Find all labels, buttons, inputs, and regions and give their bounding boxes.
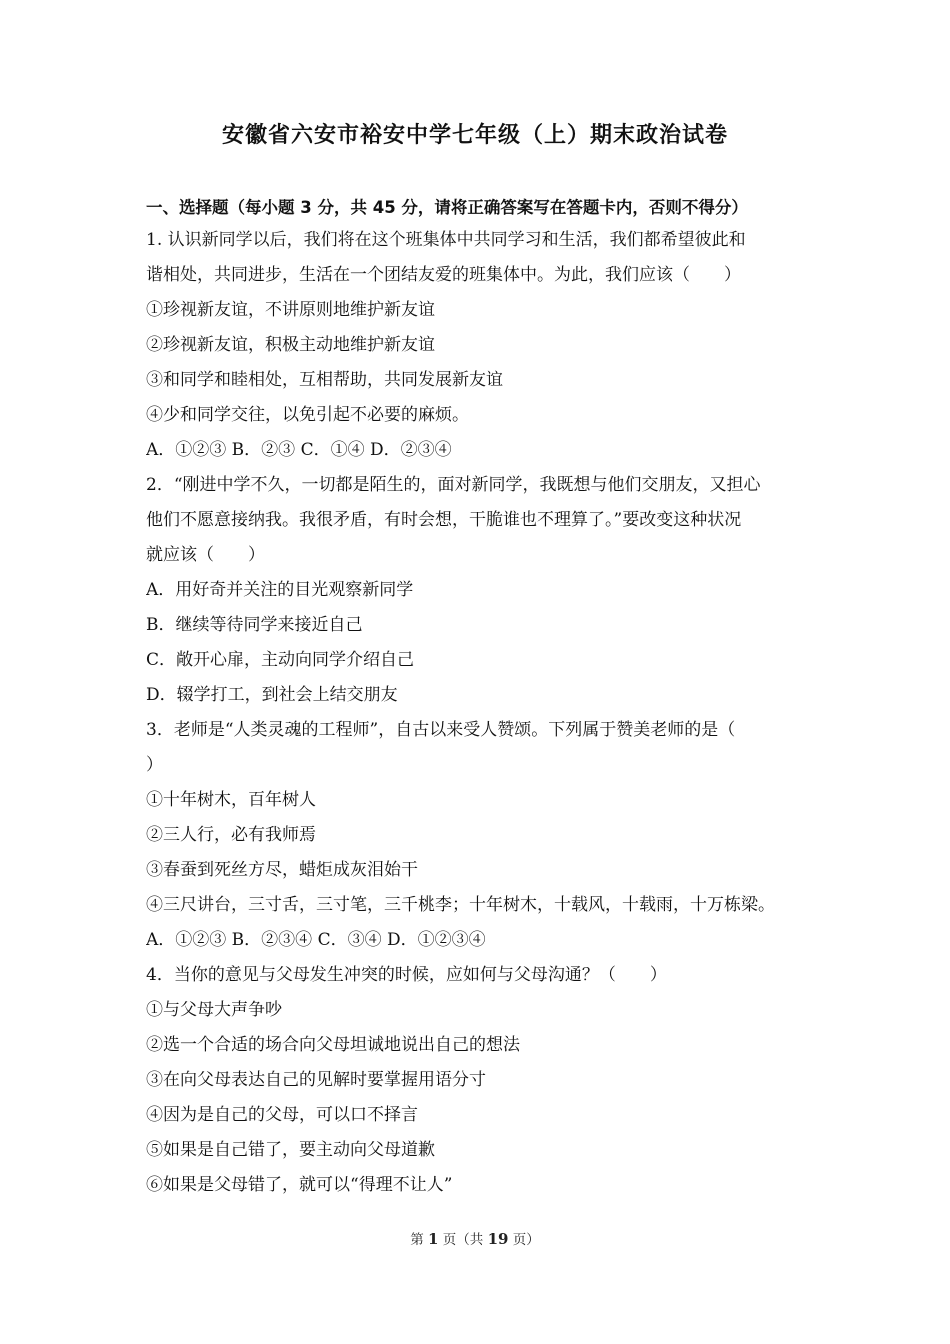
footer-mid: 页（共 [442, 1232, 484, 1248]
footer-suffix: 页） [512, 1232, 540, 1248]
question-3-statement-3: ③春蚕到死丝方尽，蜡炬成灰泪始干 [146, 860, 418, 880]
question-4-stem: 4．当你的意见与父母发生冲突的时候，应如何与父母沟通？（ ） [146, 965, 667, 985]
section-header: 一、选择题（每小题 3 分，共 45 分，请将正确答案写在答题卡内，否则不得分） [146, 198, 748, 217]
document-body [146, 192, 811, 1203]
footer-total-pages: 19 [487, 1230, 509, 1248]
question-1-statement-2: ②珍视新友谊，积极主动地维护新友谊 [146, 335, 435, 355]
question-2-stem-line-3: 就应该（ ） [146, 545, 265, 565]
question-2-stem-line-2: 他们不愿意接纳我。我很矛盾，有时会想，干脆谁也不理算了。”要改变这种状况 [146, 510, 742, 530]
question-3-stem-line-2: ） [146, 755, 163, 775]
question-2-option-c: C．敞开心扉，主动向同学介绍自己 [146, 650, 415, 670]
question-4-statement-5: ⑤如果是自己错了，要主动向父母道歉 [146, 1140, 435, 1160]
question-3-stem-line-1: 3．老师是“人类灵魂的工程师”，自古以来受人赞颂。下列属于赞美老师的是（ [146, 720, 736, 740]
question-2-option-a: A．用好奇并关注的目光观察新同学 [146, 580, 414, 600]
question-1-stem-line-1: 1. 认识新同学以后，我们将在这个班集体中共同学习和生活，我们都希望彼此和 [146, 230, 746, 250]
question-1-stem-line-2: 谐相处，共同进步，生活在一个团结友爱的班集体中。为此，我们应该（ ） [146, 265, 741, 285]
page-title: 安徽省六安市裕安中学七年级（上）期末政治试卷 [221, 123, 728, 148]
question-3-statement-4: ④三尺讲台，三寸舌，三寸笔，三千桃李；十年树木，十载风，十载雨，十万栋梁。 [146, 895, 775, 915]
question-1-statement-4: ④少和同学交往，以免引起不必要的麻烦。 [146, 405, 469, 425]
question-2-option-b: B．继续等待同学来接近自己 [146, 615, 363, 635]
question-3-options: A．①②③ B．②③④ C．③④ D．①②③④ [146, 930, 486, 950]
question-1-options: A．①②③ B．②③ C．①④ D．②③④ [146, 440, 452, 460]
footer-prefix: 第 [410, 1232, 424, 1248]
question-3-statement-1: ①十年树木，百年树人 [146, 790, 316, 810]
question-4-statement-4: ④因为是自己的父母，可以口不择言 [146, 1105, 418, 1125]
question-4-statement-3: ③在向父母表达自己的见解时要掌握用语分寸 [146, 1070, 486, 1090]
question-3-statement-2: ②三人行，必有我师焉 [146, 825, 316, 845]
question-4-statement-1: ①与父母大声争吵 [146, 1000, 282, 1020]
question-1-statement-3: ③和同学和睦相处，互相帮助，共同发展新友谊 [146, 370, 503, 390]
footer-page-number: 1 [428, 1230, 439, 1248]
page-footer [0, 1228, 950, 1248]
question-4-statement-2: ②选一个合适的场合向父母坦诚地说出自己的想法 [146, 1035, 520, 1055]
question-2-stem-line-1: 2．“刚进中学不久，一切都是陌生的，面对新同学，我既想与他们交朋友，又担心 [146, 475, 761, 495]
question-2-option-d: D．辍学打工，到社会上结交朋友 [146, 685, 398, 705]
question-1-statement-1: ①珍视新友谊，不讲原则地维护新友谊 [146, 300, 435, 320]
question-4-statement-6: ⑥如果是父母错了，就可以“得理不让人” [146, 1175, 453, 1195]
